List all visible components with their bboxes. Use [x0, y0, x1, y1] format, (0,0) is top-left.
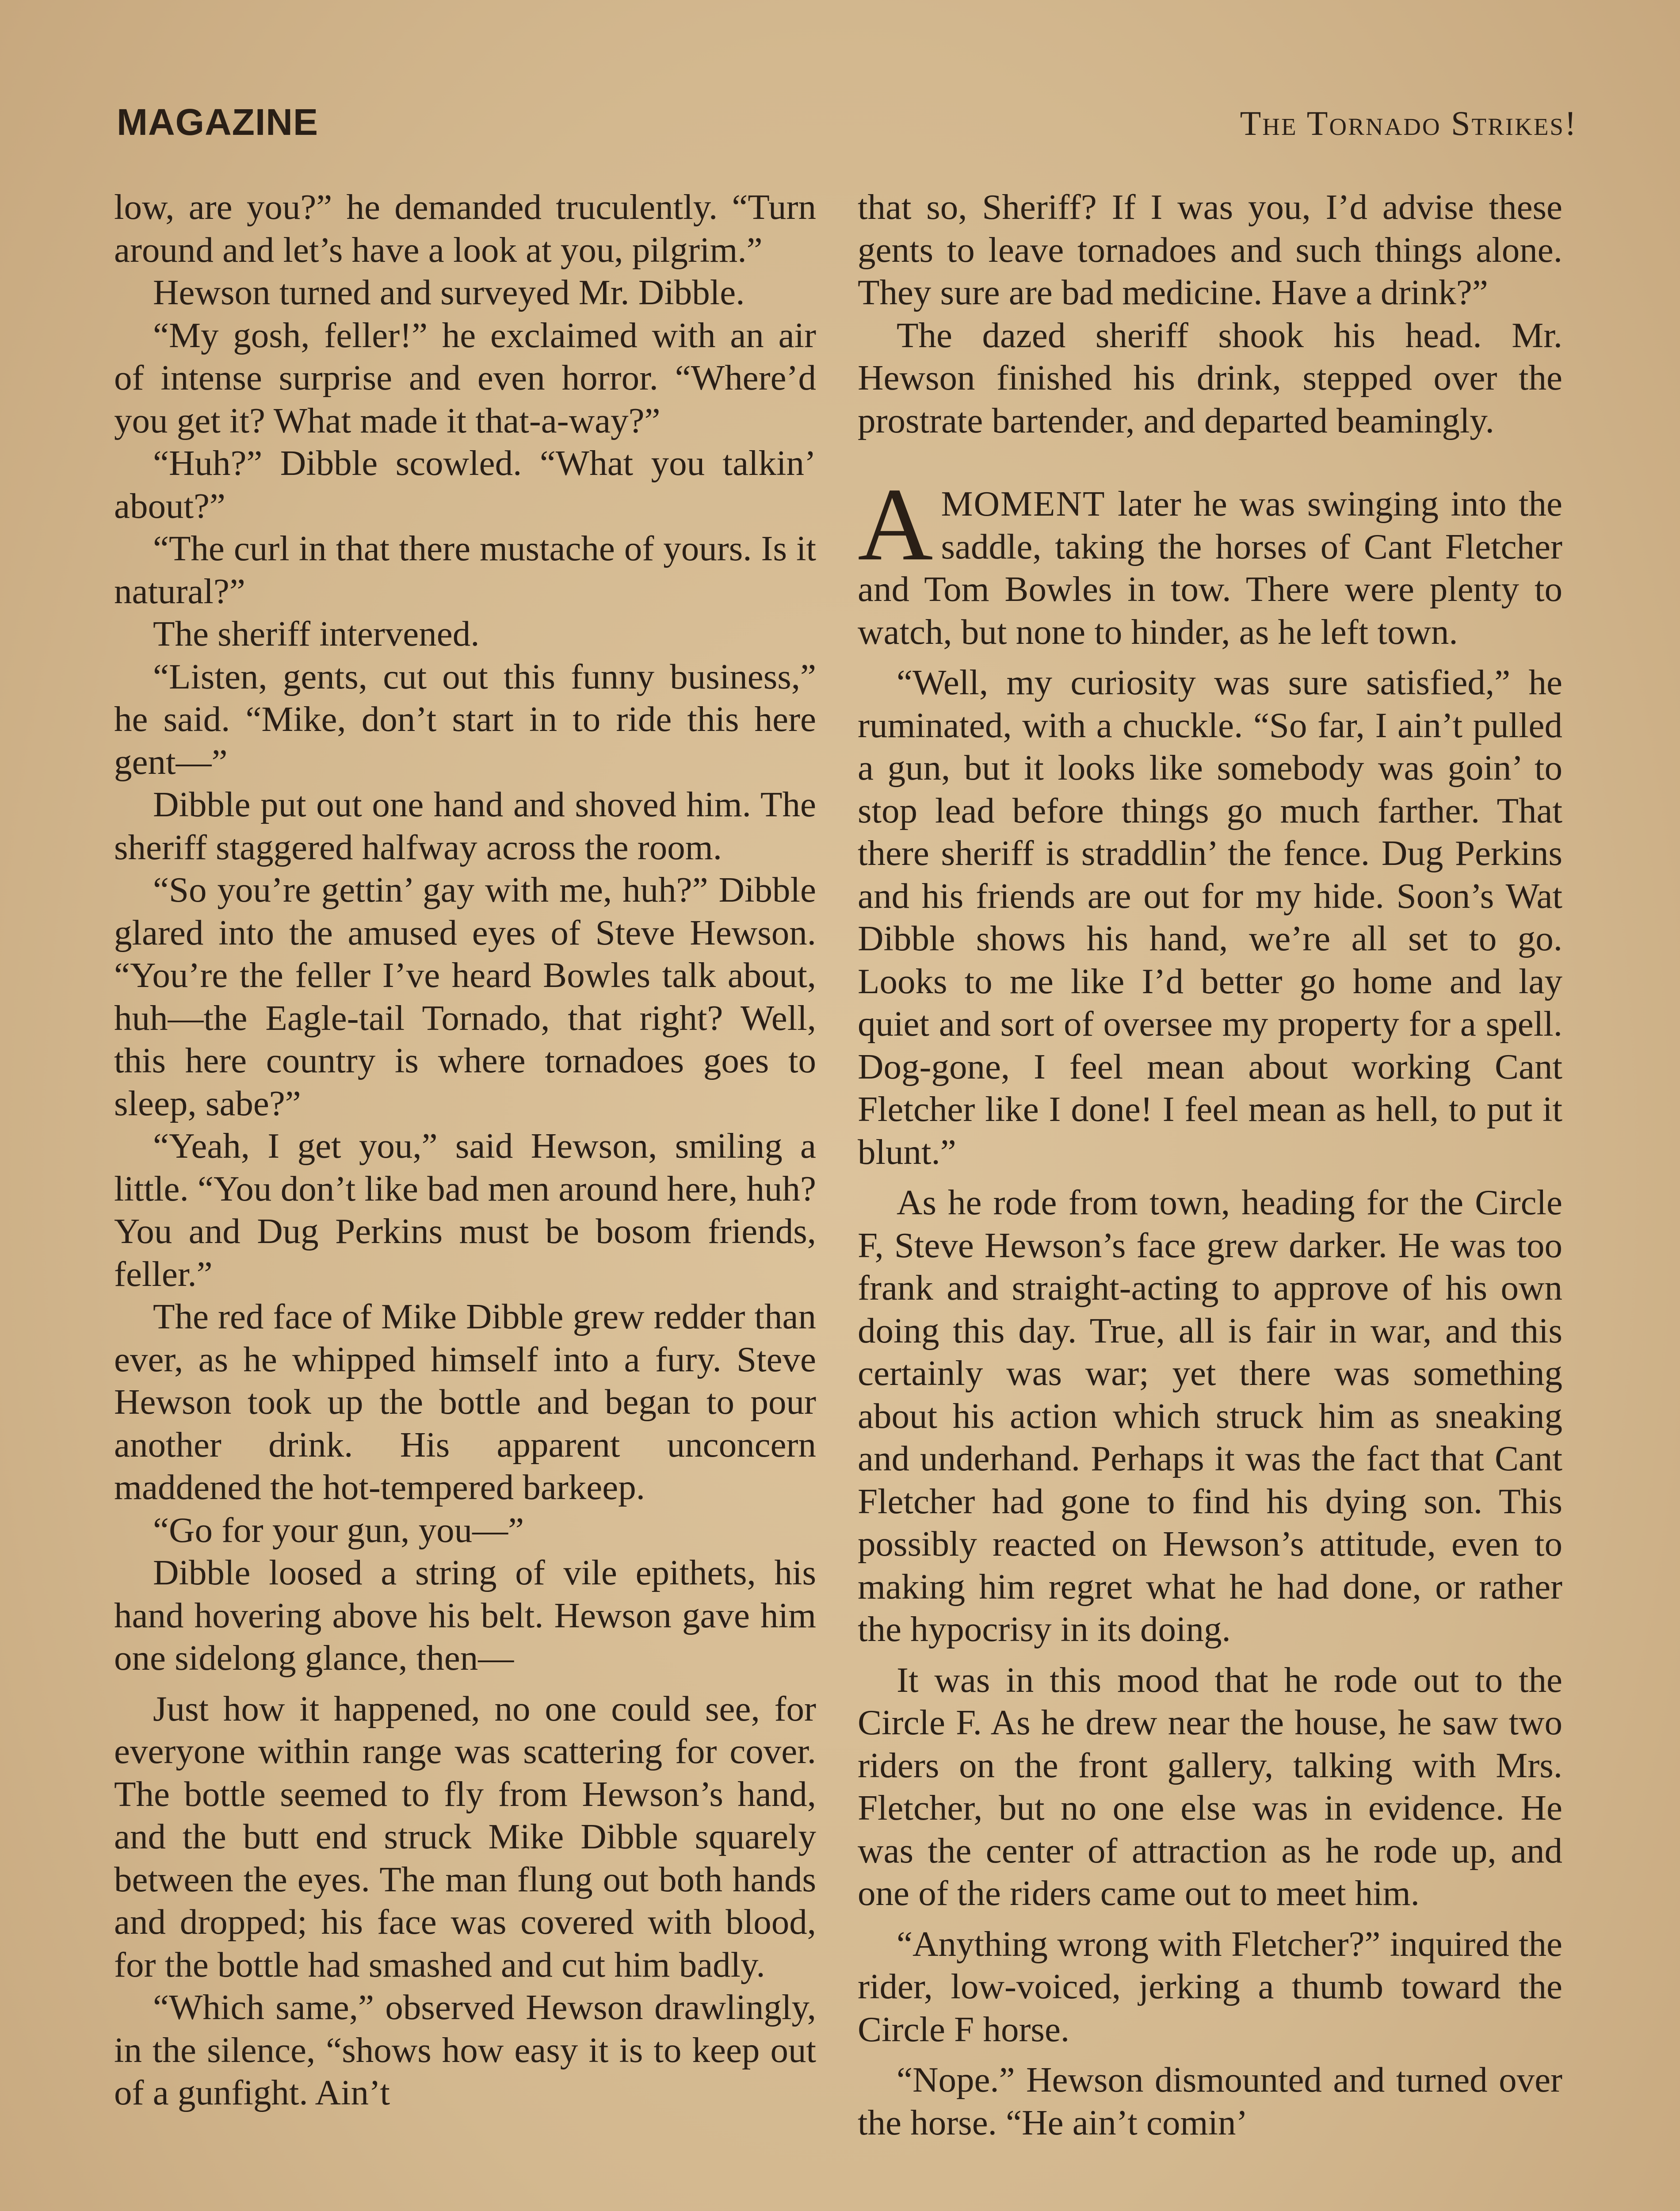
paragraph: “Nope.” Hewson dismounted and turned over the horse. “He ain’t comin’: [858, 2060, 1562, 2142]
header-magazine-label: MAGAZINE: [117, 101, 318, 143]
paragraph: low, are you?” he demanded truculently. “Turn around and let’s have a look at you, pilgrim.”: [114, 187, 816, 270]
left-text-column: [114, 186, 816, 2211]
paragraph: “Yeah, I get you,” said Hewson, smiling a little. “You don’t like bad men around here, huh? You and Dug Perkins must be bosom friends, feller.”: [114, 1126, 816, 1294]
dropcap-paragraph-text: later he was swinging into the saddle, taking the horses of Cant Fletcher and Tom Bowles in tow. There were plenty to watch, but none to hinder, as he left town.: [858, 484, 1562, 652]
header-story-title: The Tornado Strikes!: [1240, 104, 1577, 142]
paragraph: “Well, my curiosity was sure satisfied,” he ruminated, with a chuckle. “So far, I ain’t pulled a gun, but it looks like somebody was goin’ to stop lead before things go much farther. That there sheriff is straddlin’ the fence. Dug Perkins and his friends are out for my hide. Soon’s Wat Dibble shows his hand, we’re all set to go. Looks to me like I’d better go home and lay quiet and sort of oversee my property for a spell. Dog-gone, I feel mean about working Cant Fletcher like I done! I feel mean as hell, to put it blunt.”: [858, 662, 1562, 1172]
paragraph: Dibble loosed a string of vile epithets, his hand hovering above his belt. Hewson gave him one sidelong glance, then—: [114, 1553, 816, 1678]
dropcap-lead-word: MOMENT: [941, 484, 1106, 524]
paragraph: “Anything wrong with Fletcher?” inquired the rider, low-voiced, jerking a thumb toward the Circle F horse.: [858, 1924, 1562, 2049]
right-column-top-paragraphs: [858, 186, 1562, 442]
running-header: [117, 101, 1577, 149]
paragraph: “Huh?” Dibble scowled. “What you talkin’ about?”: [114, 443, 816, 526]
paragraph: “Go for your gun, you—”: [153, 1510, 524, 1550]
paragraph: “So you’re gettin’ gay with me, huh?” Dibble glared into the amused eyes of Steve Hewson. “You’re the feller I’ve heard Bowles talk about, huh—the Eagle-tail Tornado, that right? Well, this here country is where tornadoes goes to sleep, sabe?”: [114, 870, 816, 1123]
paragraph: Dibble put out one hand and shoved him. The sheriff staggered halfway across the room.: [114, 784, 816, 867]
paragraph: It was in this mood that he rode out to the Circle F. As he drew near the house, he saw two riders on the front gallery, talking with Mrs. Fletcher, but no one else was in evidence. He was the center of attraction as he rode up, and one of the riders came out to meet him.: [858, 1660, 1562, 1913]
paragraph: “My gosh, feller!” he exclaimed with an air of intense surprise and even horror. “Where’d you get it? What made it that-a-way?”: [114, 315, 816, 440]
paragraph: The red face of Mike Dibble grew redder than ever, as he whipped himself into a fury. Steve Hewson took up the bottle and began to pour another drink. His apparent unconcern maddened the hot-tempered barkeep.: [114, 1297, 816, 1507]
paragraph: As he rode from town, heading for the Circle F, Steve Hewson’s face grew darker. He was too frank and straight-acting to approve of his own doing this day. True, all is fair in war, and this certainly was war; yet there was something about his action which struck him as sneaking and underhand. Perhaps it was the fact that Cant Fletcher had gone to find his dying son. This possibly reacted on Hewson’s attitude, even to making him regret what he had done, or rather the hypocrisy in its doing.: [858, 1182, 1562, 1649]
paragraph: The dazed sheriff shook his head. Mr. Hewson finished his drink, stepped over the prostrate bartender, and departed beamingly.: [858, 315, 1562, 440]
right-text-column: [858, 186, 1562, 2211]
dropcap-paragraph: [858, 467, 1562, 653]
paragraph: “Listen, gents, cut out this funny business,” he said. “Mike, don’t start in to ride this here gent—”: [114, 656, 816, 782]
right-column-bottom-paragraphs: [858, 661, 1562, 2144]
paragraph: “The curl in that there mustache of yours. Is it natural?”: [114, 528, 816, 611]
paragraph: “Which same,” observed Hewson drawlingly, in the silence, “shows how easy it is to keep out of a gunfight. Ain’t: [114, 1987, 816, 2112]
dropcap-letter: A: [858, 467, 933, 582]
section-break: [858, 442, 1562, 482]
paragraph: The sheriff intervened.: [153, 614, 480, 654]
paragraph: Hewson turned and surveyed Mr. Dibble.: [153, 272, 745, 312]
paragraph: Just how it happened, no one could see, for everyone within range was scattering for cover. The bottle seemed to fly from Hewson’s hand, and the butt end struck Mike Dibble squarely between the eyes. The man flung out both hands and dropped; his face was covered with blood, for the bottle had smashed and cut him badly.: [114, 1688, 816, 1985]
paragraph: that so, Sheriff? If I was you, I’d advise these gents to leave tornadoes and such things alone. They sure are bad medicine. Have a drink?”: [858, 187, 1562, 312]
